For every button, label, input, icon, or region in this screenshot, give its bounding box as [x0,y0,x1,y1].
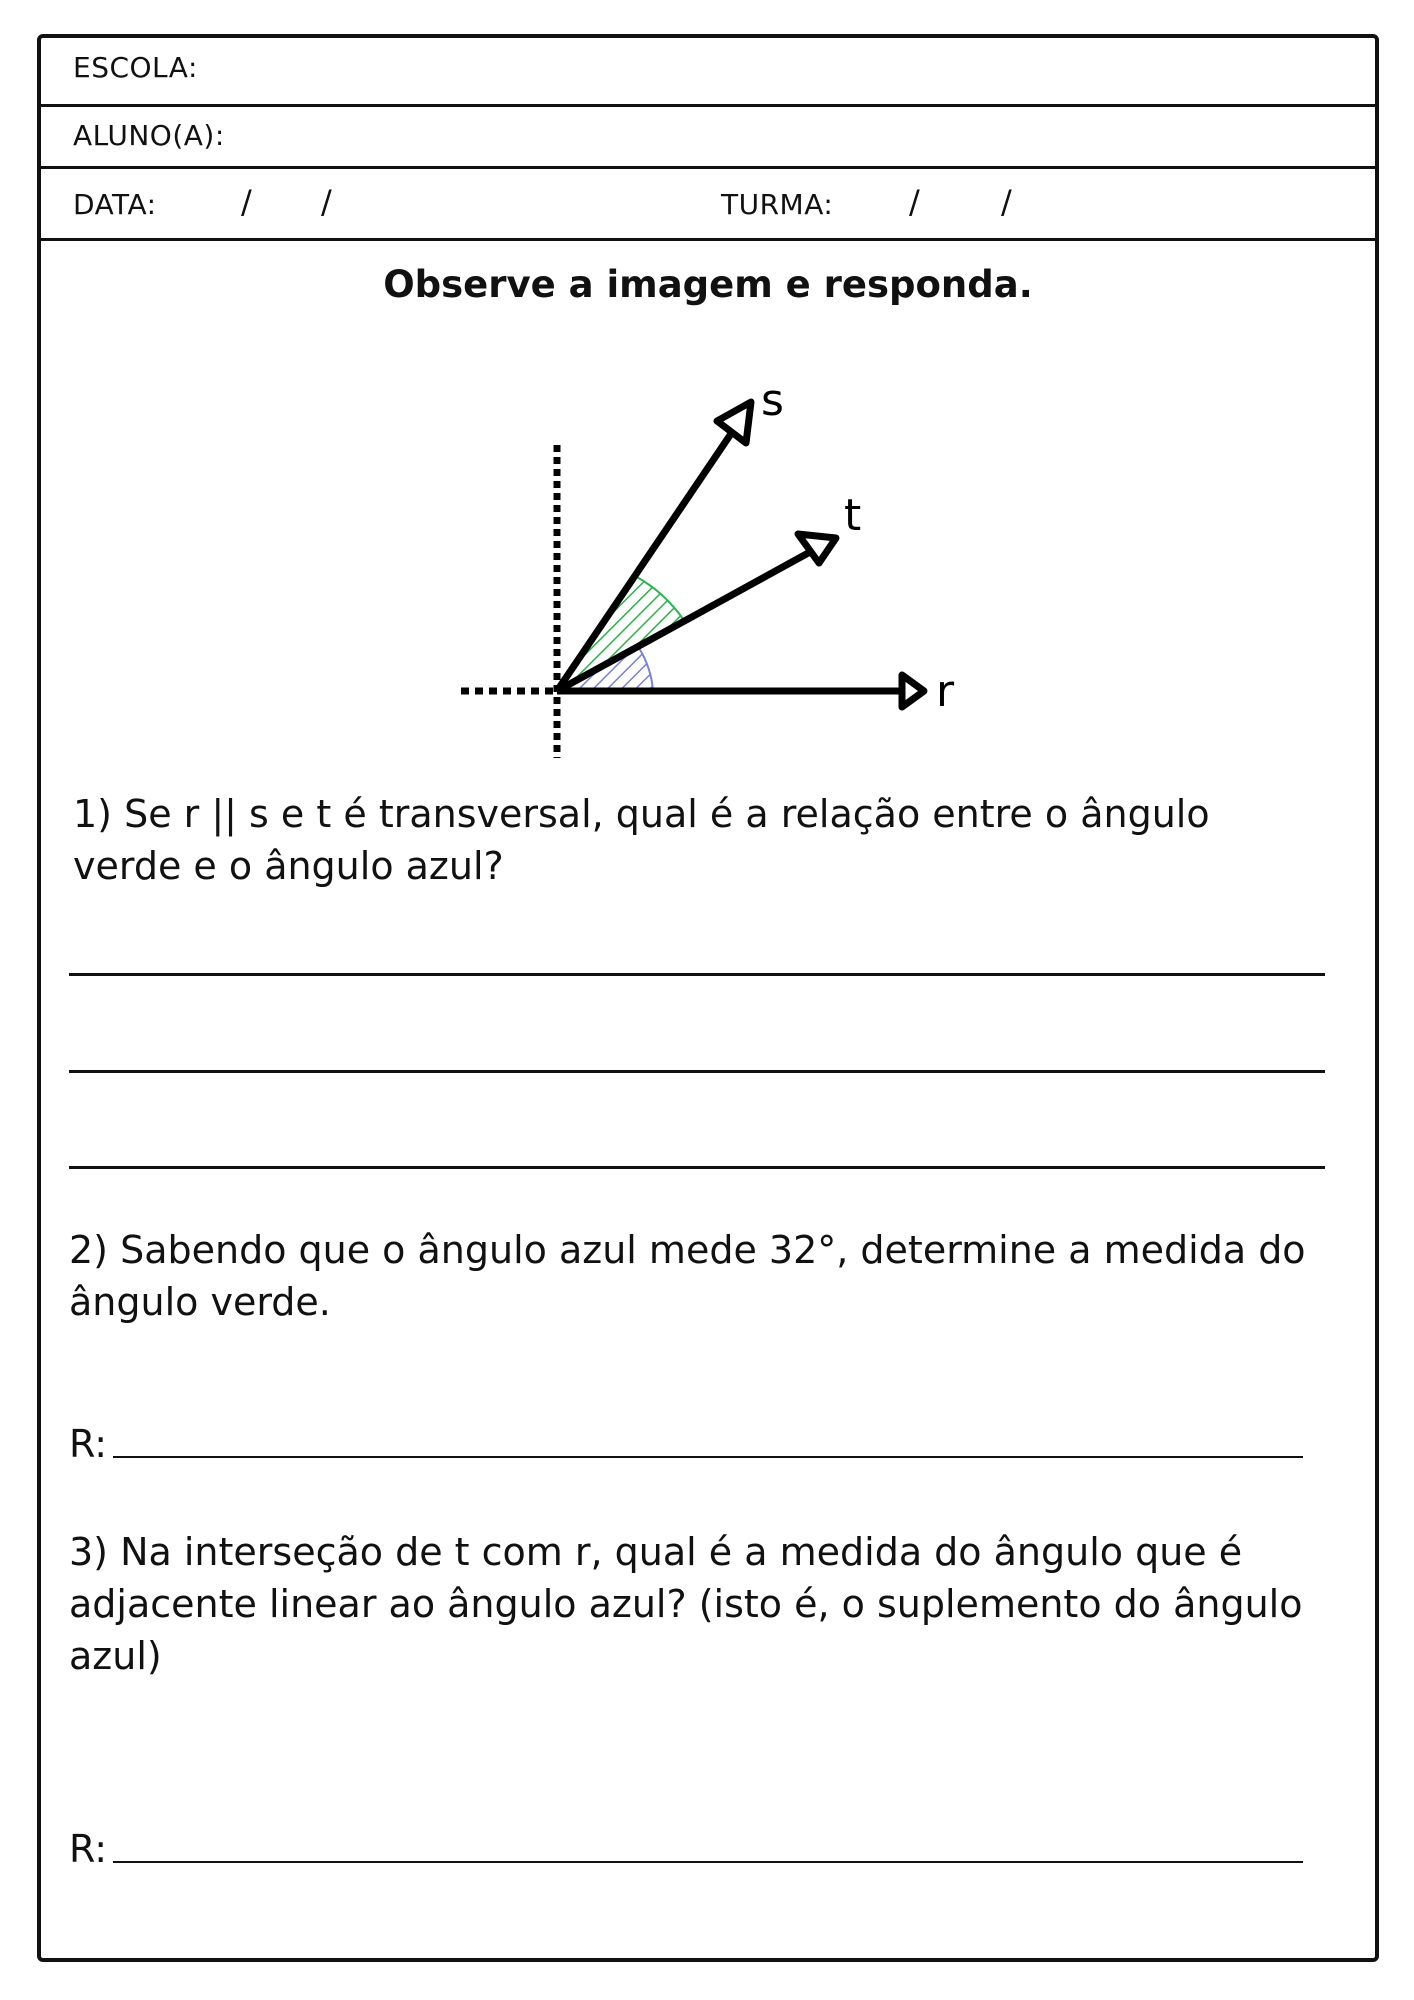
class-slash: / [1001,183,1012,221]
answer-label-3: R: [69,1827,108,1871]
answer-line[interactable] [69,973,1325,976]
ray-s [557,416,743,691]
question-1: 1) Se r || s e t é transversal, qual é a relação entre o ângulo verde e o ângulo azul? [73,792,1210,888]
answer-line-2[interactable] [113,1456,1303,1458]
answer-line[interactable] [69,1166,1325,1169]
school-label: ESCOLA: [73,51,198,84]
answer-line[interactable] [69,1070,1325,1073]
answer-line-3[interactable] [113,1861,1303,1863]
date-label: DATA: [73,188,157,221]
date-slash: / [321,183,332,221]
label-s: s [761,375,784,426]
worksheet-frame [37,34,1379,1962]
arrowhead-r [902,675,924,707]
answer-label-2: R: [69,1422,108,1466]
class-slash: / [909,183,920,221]
question-3: 3) Na interseção de t com r, qual é a medida do ângulo que é adjacente linear ao ângulo azul? (isto é, o suplemento do ângulo azul) [69,1530,1303,1678]
class-label: TURMA: [721,188,834,221]
arrowhead-s [717,402,751,443]
date-slash: / [241,183,252,221]
student-label: ALUNO(A): [73,119,225,152]
question-2: 2) Sabendo que o ângulo azul mede 32°, determine a medida do ângulo verde. [69,1228,1306,1324]
instruction-title: Observe a imagem e responda. [383,263,1033,306]
label-r: r [936,666,955,717]
label-t: t [844,490,862,541]
ray-t [557,546,821,691]
